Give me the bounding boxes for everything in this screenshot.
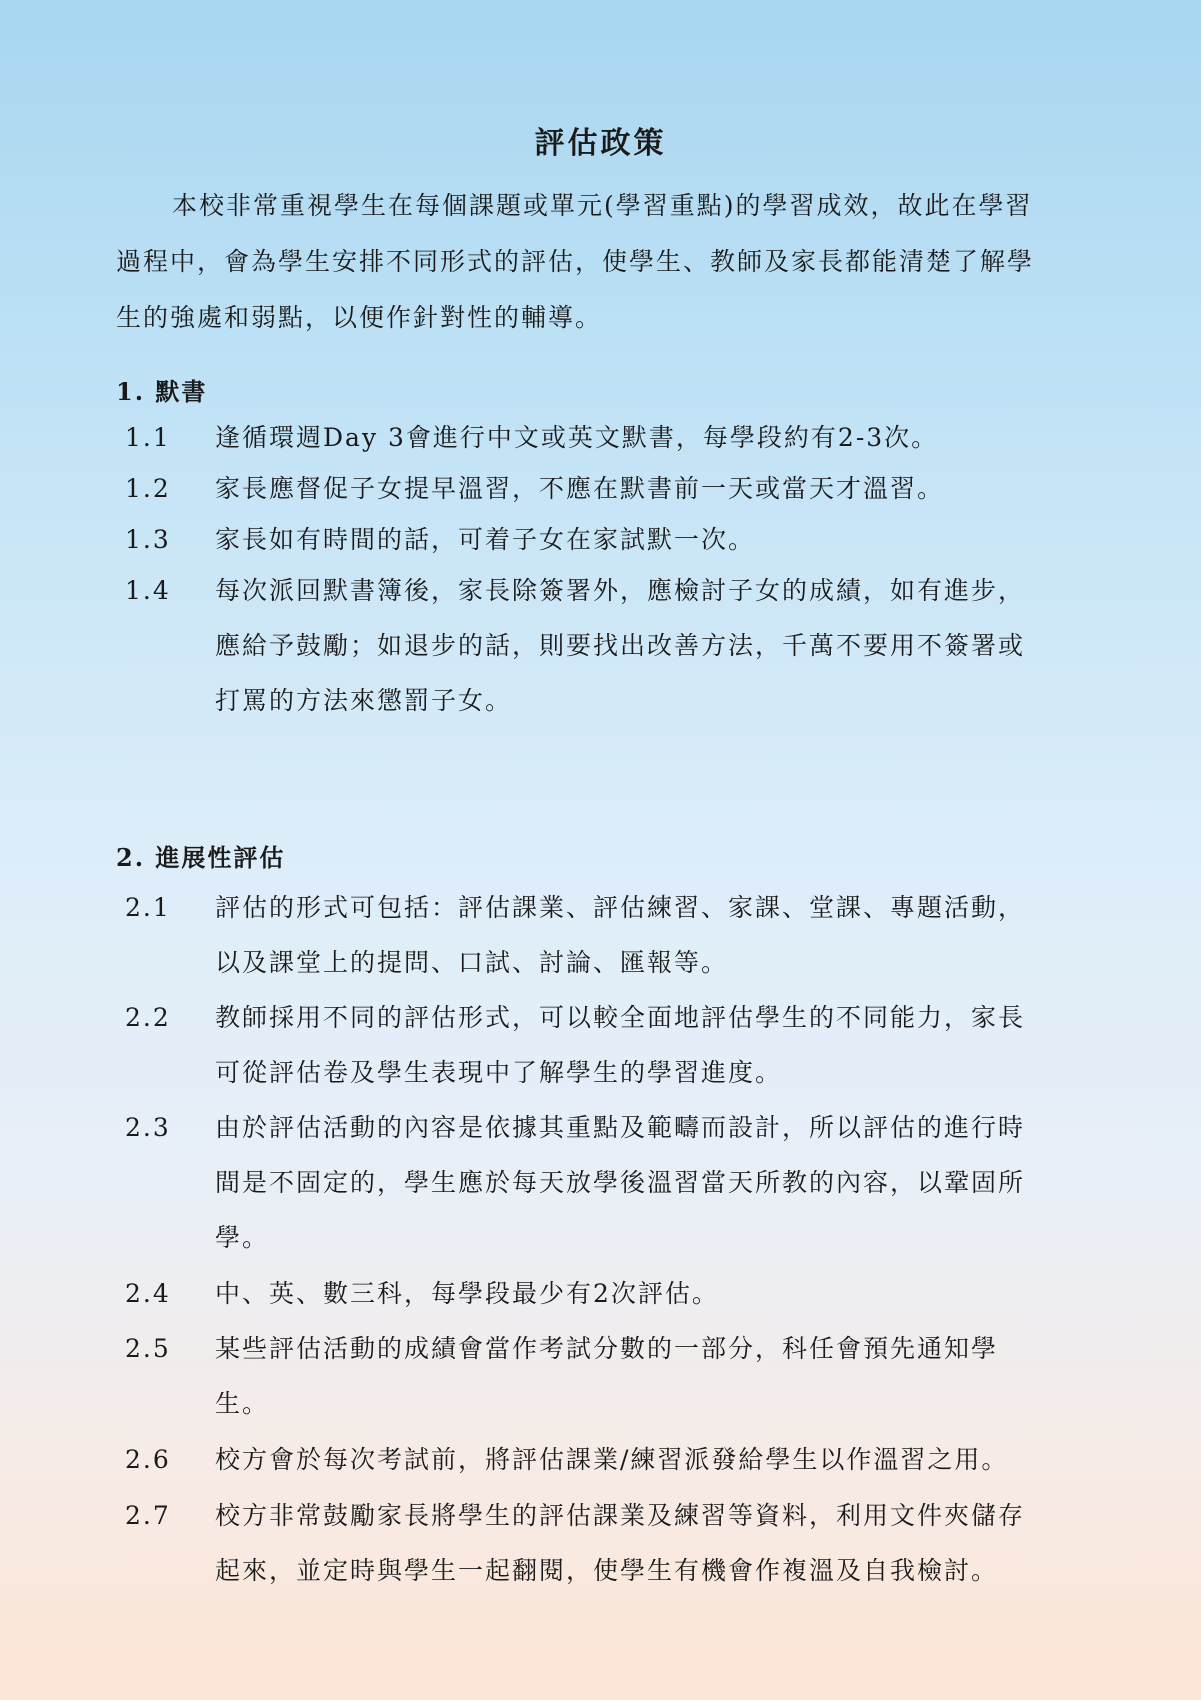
- item-text: 逢循環週Day 3會進行中文或英文默書，每學段約有2-3次。: [215, 423, 939, 452]
- item-text: 家長如有時間的話，可着子女在家試默一次。: [215, 525, 756, 554]
- section-heading-dictation: 1. 默書: [116, 377, 208, 406]
- item-text: 以及課堂上的提問、口試、討論、匯報等。: [215, 948, 729, 977]
- item-text: 評估的形式可包括：評估課業、評估練習、家課、堂課、專題活動，: [215, 893, 1026, 922]
- item-number: 1.4: [125, 576, 171, 605]
- item-text: 由於評估活動的內容是依據其重點及範疇而設計，所以評估的進行時: [215, 1113, 1026, 1142]
- item-text: 每次派回默書簿後，家長除簽署外，應檢討子女的成績，如有進步，: [215, 576, 1026, 605]
- intro-line: 過程中，會為學生安排不同形式的評估，使學生、教師及家長都能清楚了解學: [116, 247, 1035, 276]
- item-text: 可從評估卷及學生表現中了解學生的學習進度。: [215, 1058, 783, 1087]
- intro-paragraph: [116, 178, 1076, 346]
- item-number: 2.4: [125, 1279, 171, 1308]
- item-text: 學。: [215, 1223, 270, 1252]
- intro-line: 生的強處和弱點，以便作針對性的輔導。: [116, 303, 603, 332]
- item-text: 教師採用不同的評估形式，可以較全面地評估學生的不同能力，家長: [215, 1003, 1026, 1032]
- item-number: 1.2: [125, 474, 171, 503]
- item-text: 打罵的方法來懲罰子女。: [215, 686, 513, 715]
- page-title: 評估政策: [534, 126, 667, 161]
- item-text: 家長應督促子女提早溫習，不應在默書前一天或當天才溫習。: [215, 474, 945, 503]
- item-text: 生。: [215, 1389, 270, 1418]
- section-heading-formative-assessment: 2. 進展性評估: [116, 843, 286, 872]
- item-number: 2.3: [125, 1113, 171, 1142]
- item-text: 中、英、數三科，每學段最少有2次評估。: [215, 1279, 719, 1308]
- item-number: 2.6: [125, 1445, 171, 1474]
- item-number: 1.1: [125, 423, 171, 452]
- item-text: 校方會於每次考試前，將評估課業/練習派發給學生以作溫習之用。: [215, 1445, 1009, 1474]
- item-text: 間是不固定的，學生應於每天放學後溫習當天所教的內容，以鞏固所: [215, 1168, 1026, 1197]
- item-number: 2.1: [125, 893, 171, 922]
- item-text: 起來，並定時與學生一起翻閱，使學生有機會作複溫及自我檢討。: [215, 1556, 999, 1585]
- item-text: 某些評估活動的成績會當作考試分數的一部分，科任會預先通知學: [215, 1334, 999, 1363]
- item-number: 2.5: [125, 1334, 171, 1363]
- item-text: 校方非常鼓勵家長將學生的評估課業及練習等資料，利用文件夾儲存: [215, 1501, 1026, 1530]
- item-number: 2.7: [125, 1501, 171, 1530]
- intro-line: 本校非常重視學生在每個課題或單元(學習重點)的學習成效，故此在學習: [172, 191, 1033, 220]
- item-number: 2.2: [125, 1003, 171, 1032]
- item-number: 1.3: [125, 525, 171, 554]
- item-text: 應給予鼓勵；如退步的話，則要找出改善方法，千萬不要用不簽署或: [215, 631, 1026, 660]
